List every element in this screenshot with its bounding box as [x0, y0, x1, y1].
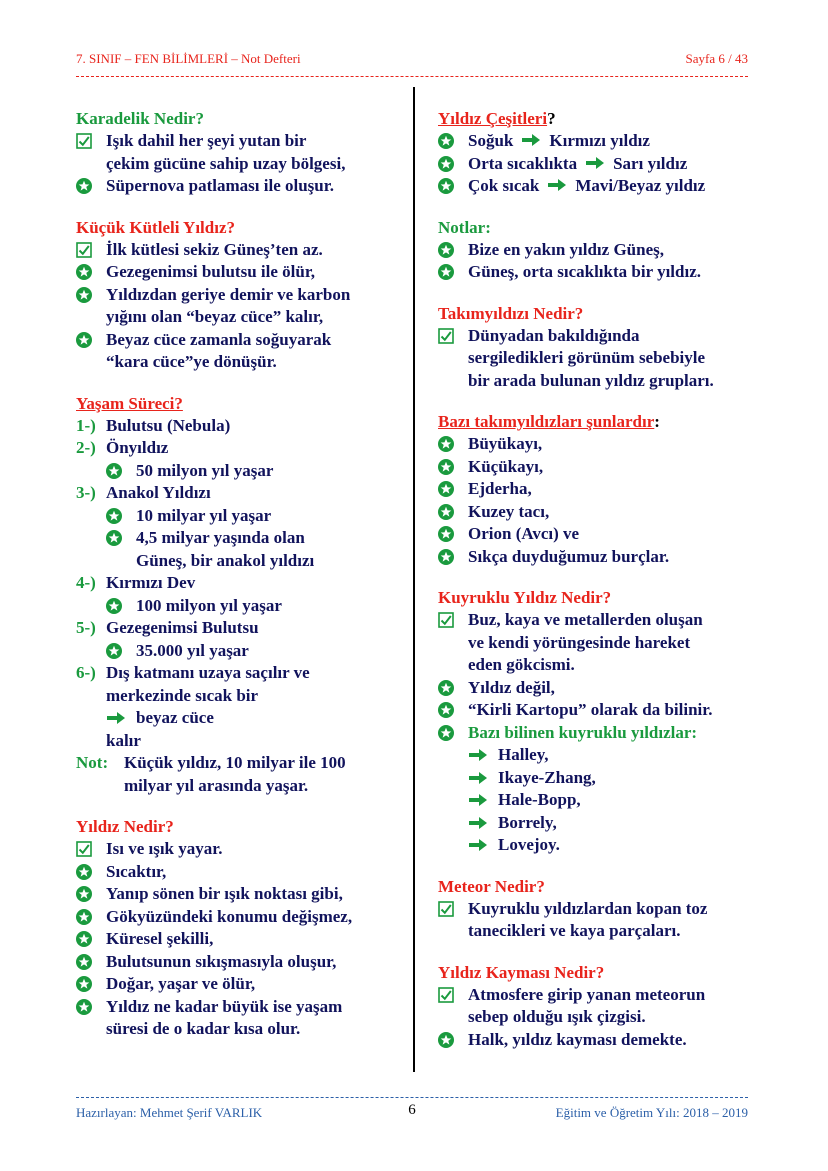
star-icon — [438, 549, 454, 565]
section-title: Küçük Kütleli Yıldız? — [76, 217, 236, 237]
section-karadelik — [76, 108, 406, 198]
list-item: Bize en yakın yıldız Güneş, — [468, 239, 664, 259]
footer-year: Eğitim ve Öğretim Yılı: 2018 – 2019 — [555, 1105, 748, 1120]
arrow-right-icon — [468, 793, 488, 807]
star-icon — [106, 643, 122, 659]
star-icon — [438, 526, 454, 542]
note-text: Küçük yıldız, 10 milyar ile 100 — [124, 753, 346, 772]
section-yildiz-nedir — [76, 816, 406, 1041]
star-icon — [76, 999, 92, 1015]
right-column — [438, 108, 758, 1070]
list-item: tanecikleri ve kaya parçaları. — [468, 921, 681, 940]
star-icon — [438, 504, 454, 520]
checkbox-icon — [76, 841, 92, 857]
step-detail: 50 milyon yıl yaşar — [136, 460, 274, 480]
section-title: Yıldız Nedir? — [76, 817, 174, 836]
list-item: Dünyadan bakıldığında — [468, 325, 640, 345]
list-item: İlk kütlesi sekiz Güneş’ten az. — [106, 239, 323, 259]
list-item: çekim gücüne sahip uzay bölgesi, — [106, 153, 346, 173]
section-meteor — [438, 876, 758, 943]
section-kuyruklu-yildiz — [438, 587, 758, 857]
footer-page-number: 6 — [408, 1102, 416, 1118]
step-label: Dış katmanı uzaya saçılır ve — [106, 663, 310, 682]
list-item: Sıkça duyduğumuz burçlar. — [468, 546, 670, 566]
step-number: 5-) — [76, 618, 96, 637]
comet-name: Ikaye-Zhang, — [498, 767, 596, 787]
section-title: Yıldız Kayması Nedir? — [438, 962, 605, 982]
section-title: Kuyruklu Yıldız Nedir? — [438, 588, 612, 607]
section-takimyildizi — [438, 303, 758, 393]
step-number: 6-) — [76, 663, 96, 682]
step-label: Gezegenimsi Bulutsu — [106, 618, 259, 637]
step-label: Önyıldız — [106, 438, 169, 457]
comet-name: Lovejoy. — [498, 835, 560, 854]
star-icon — [438, 264, 454, 280]
left-column — [76, 108, 406, 1060]
list-item: Gökyüzündeki konumu değişmez, — [106, 906, 353, 926]
star-icon — [76, 178, 92, 194]
list-item: Büyükayı, — [468, 434, 543, 453]
step-detail: 35.000 yıl yaşar — [136, 640, 249, 660]
section-title-question: ? — [547, 109, 556, 128]
list-item: Bazı bilinen kuyruklu yıldızlar: — [468, 722, 698, 742]
checkbox-icon — [76, 242, 92, 258]
comet-name: Hale-Bopp, — [498, 790, 581, 809]
type-temperature: Soğuk — [468, 131, 514, 150]
star-icon — [76, 332, 92, 348]
checkbox-icon — [438, 987, 454, 1003]
section-yasam-sureci — [76, 393, 406, 798]
arrow-right-icon — [468, 771, 488, 785]
list-item: Süpernova patlaması ile oluşur. — [106, 176, 334, 195]
arrow-right-icon — [521, 133, 541, 147]
section-title: Notlar: — [438, 217, 491, 237]
section-kucuk-kutleli — [76, 217, 406, 374]
section-title: Karadelik Nedir? — [76, 109, 204, 128]
step-number: 4-) — [76, 573, 96, 592]
type-color: Kırmızı yıldız — [549, 131, 650, 150]
list-item: Küresel şekilli, — [106, 929, 214, 948]
header-divider — [76, 76, 748, 77]
list-item: Işık dahil her şeyi yutan bir — [106, 131, 307, 150]
step-detail: beyaz cüce — [136, 708, 214, 727]
list-item: Orion (Avcı) ve — [468, 524, 580, 543]
star-icon — [76, 931, 92, 947]
list-item: Yanıp sönen bir ışık noktası gibi, — [106, 884, 343, 903]
star-icon — [438, 178, 454, 194]
step-detail: 4,5 milyar yaşında olan — [136, 528, 305, 547]
step-number: 1-) — [76, 415, 96, 435]
section-title: Meteor Nedir? — [438, 876, 545, 896]
list-item: Küçükayı, — [468, 456, 544, 476]
section-bazi-takimyildizlari — [438, 411, 758, 568]
arrow-right-icon — [106, 711, 126, 725]
star-icon — [438, 459, 454, 475]
list-item: Bulutsunun sıkışmasıyla oluşur, — [106, 951, 337, 971]
section-title-wrap — [438, 411, 758, 433]
arrow-right-icon — [585, 156, 605, 170]
section-title: Yıldız Çeşitleri — [438, 109, 548, 128]
star-icon — [438, 481, 454, 497]
star-icon — [76, 909, 92, 925]
section-title: Yaşam Süreci? — [76, 393, 183, 413]
section-title-wrap — [438, 108, 758, 130]
type-temperature: Çok sıcak — [468, 176, 540, 195]
star-icon — [106, 463, 122, 479]
step-label: merkezinde sıcak bir — [106, 685, 259, 705]
note-label: Not: — [76, 753, 109, 772]
star-icon — [76, 287, 92, 303]
section-yildiz-kaymasi — [438, 962, 758, 1052]
star-icon — [106, 530, 122, 546]
step-detail: 10 milyar yıl yaşar — [136, 505, 272, 525]
list-item: Kuyruklu yıldızlardan kopan toz — [468, 898, 708, 918]
list-item: Yıldızdan geriye demir ve karbon — [106, 284, 351, 304]
star-icon — [438, 702, 454, 718]
list-item: eden gökcismi. — [468, 655, 575, 674]
header-page-indicator: Sayfa 6 / 43 — [685, 51, 748, 66]
star-icon — [438, 156, 454, 172]
list-item: Beyaz cüce zamanla soğuyarak — [106, 329, 332, 349]
comet-name: Borrely, — [498, 812, 557, 832]
list-item: Ejderha, — [468, 479, 532, 498]
star-icon — [76, 864, 92, 880]
section-title-colon: : — [654, 412, 660, 431]
step-number: 2-) — [76, 438, 96, 457]
checkbox-icon — [438, 901, 454, 917]
star-icon — [76, 954, 92, 970]
step-label: Kırmızı Dev — [106, 573, 196, 592]
arrow-right-icon — [468, 748, 488, 762]
list-item: Gezegenimsi bulutsu ile ölür, — [106, 262, 316, 281]
list-item: Kuzey tacı, — [468, 501, 550, 521]
type-color: Sarı yıldız — [613, 153, 688, 173]
footer-divider — [76, 1097, 748, 1098]
list-item: Sıcaktır, — [106, 861, 167, 881]
footer-author: Hazırlayan: Mehmet Şerif VARLIK — [76, 1105, 263, 1120]
star-icon — [106, 508, 122, 524]
arrow-right-icon — [468, 816, 488, 830]
type-color: Mavi/Beyaz yıldız — [575, 176, 706, 195]
star-icon — [106, 598, 122, 614]
checkbox-icon — [438, 328, 454, 344]
page-footer — [76, 1102, 748, 1123]
star-icon — [438, 133, 454, 149]
step-label: Bulutsu (Nebula) — [106, 415, 231, 435]
list-item: Atmosfere girip yanan meteorun — [468, 984, 706, 1004]
list-item: sebep olduğu ışık çizgisi. — [468, 1007, 646, 1026]
list-item: sergiledikleri görünüm sebebiyle — [468, 348, 706, 367]
step-label: kalır — [106, 730, 141, 750]
checkbox-icon — [76, 133, 92, 149]
list-item: Güneş, orta sıcaklıkta bir yıldız. — [468, 262, 701, 281]
star-icon — [76, 264, 92, 280]
column-divider — [413, 87, 415, 1072]
list-item: Yıldız değil, — [468, 677, 555, 697]
star-icon — [438, 436, 454, 452]
page-header — [76, 51, 748, 69]
list-item: Yıldız ne kadar büyük ise yaşam — [106, 996, 343, 1016]
star-icon — [438, 242, 454, 258]
note-text: milyar yıl arasında yaşar. — [124, 775, 309, 795]
section-yildiz-cesitleri — [438, 108, 758, 198]
star-icon — [438, 680, 454, 696]
list-item: “kara cüce”ye dönüşür. — [106, 352, 277, 371]
section-title: Bazı takımyıldızları şunlardır — [438, 412, 655, 431]
section-notlar — [438, 217, 758, 284]
list-item: süresi de o kadar kısa olur. — [106, 1019, 301, 1038]
header-title: 7. SINIF – FEN BİLİMLERİ – Not Defteri — [76, 51, 301, 66]
star-icon — [438, 1032, 454, 1048]
type-temperature: Orta sıcaklıkta — [468, 153, 578, 173]
step-detail: Güneş, bir anakol yıldızı — [136, 550, 315, 570]
step-detail: 100 milyon yıl yaşar — [136, 595, 282, 615]
comet-name: Halley, — [498, 745, 549, 764]
list-item: ve kendi yörüngesinde hareket — [468, 632, 691, 652]
arrow-right-icon — [468, 838, 488, 852]
star-icon — [438, 725, 454, 741]
arrow-right-icon — [547, 178, 567, 192]
checkbox-icon — [438, 612, 454, 628]
list-item: Halk, yıldız kayması demekte. — [468, 1029, 687, 1049]
list-item: “Kirli Kartopu” olarak da bilinir. — [468, 700, 713, 719]
list-item: bir arada bulunan yıldız grupları. — [468, 370, 714, 390]
list-item: yığını olan “beyaz cüce” kalır, — [106, 307, 324, 326]
list-item: Doğar, yaşar ve ölür, — [106, 974, 256, 993]
star-icon — [76, 886, 92, 902]
star-icon — [76, 976, 92, 992]
list-item: Isı ve ışık yayar. — [106, 839, 223, 858]
step-label: Anakol Yıldızı — [106, 483, 211, 502]
step-number: 3-) — [76, 483, 96, 502]
section-title: Takımyıldızı Nedir? — [438, 303, 584, 323]
list-item: Buz, kaya ve metallerden oluşan — [468, 610, 703, 629]
